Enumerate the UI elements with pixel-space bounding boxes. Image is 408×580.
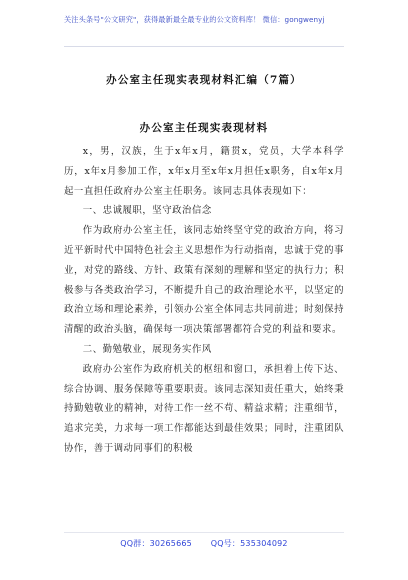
paragraph-diligence: 政府办公室作为政府机关的枢纽和窗口，承担着上传下达、综合协调、服务保障等重要职责。该同志深知责任重大，始终秉持勤勉敬业的精神，对待工作一丝不苟、精益求精；注重细节，追求完美，力求每一项工作都能达到最佳效果；同时，注重团队协作，善于调动同事们的积极 <box>64 363 344 454</box>
document-title: 办公室主任现实表现材料汇编（7篇） <box>106 74 302 86</box>
header-divider <box>64 46 344 47</box>
footer-contact-bar <box>0 536 408 552</box>
section-title: 办公室主任现实表现材料 <box>139 122 269 134</box>
footer-qq-number: QQ号：535304092 <box>210 539 288 548</box>
header-banner-text: 关注头条号"公文研究"，获得最新最全最专业的公文资料库！ 微信：gongwenyj <box>64 15 325 24</box>
paragraph-profile: x，男，汉族，生于x年x月，籍贯x，党员，大学本科学历，x年x月参加工作，x年x月至x年x月担任x职务，自x年x月起一直担任政府办公室主任职务。该同志具体表现如下： <box>64 146 344 197</box>
paragraph-heading-1: 一、忠诚履职，坚守政治信念 <box>82 205 212 217</box>
footer-divider <box>64 532 344 533</box>
header-banner <box>0 0 408 58</box>
paragraph-political: 作为政府办公室主任，该同志始终坚守党的政治方向，将习近平新时代中国特色社会主义思想作为行动指南，忠诚于党的事业，对党的路线、方针、政策有深刻的理解和坚定的执行力；积极参与各类政治学习，不断提升自己的政治理论水平，以坚定的政治立场和理论素养，引领办公室全体同志共同前进；时刻保持清醒的政治头脑，确保每一项决策部署都符合党的利益和要求。 <box>64 225 344 336</box>
footer-qq-group: QQ群：30265665 <box>120 539 192 548</box>
document-body <box>64 142 344 459</box>
paragraph-heading-2: 二、勤勉敬业，展现务实作风 <box>82 343 212 355</box>
